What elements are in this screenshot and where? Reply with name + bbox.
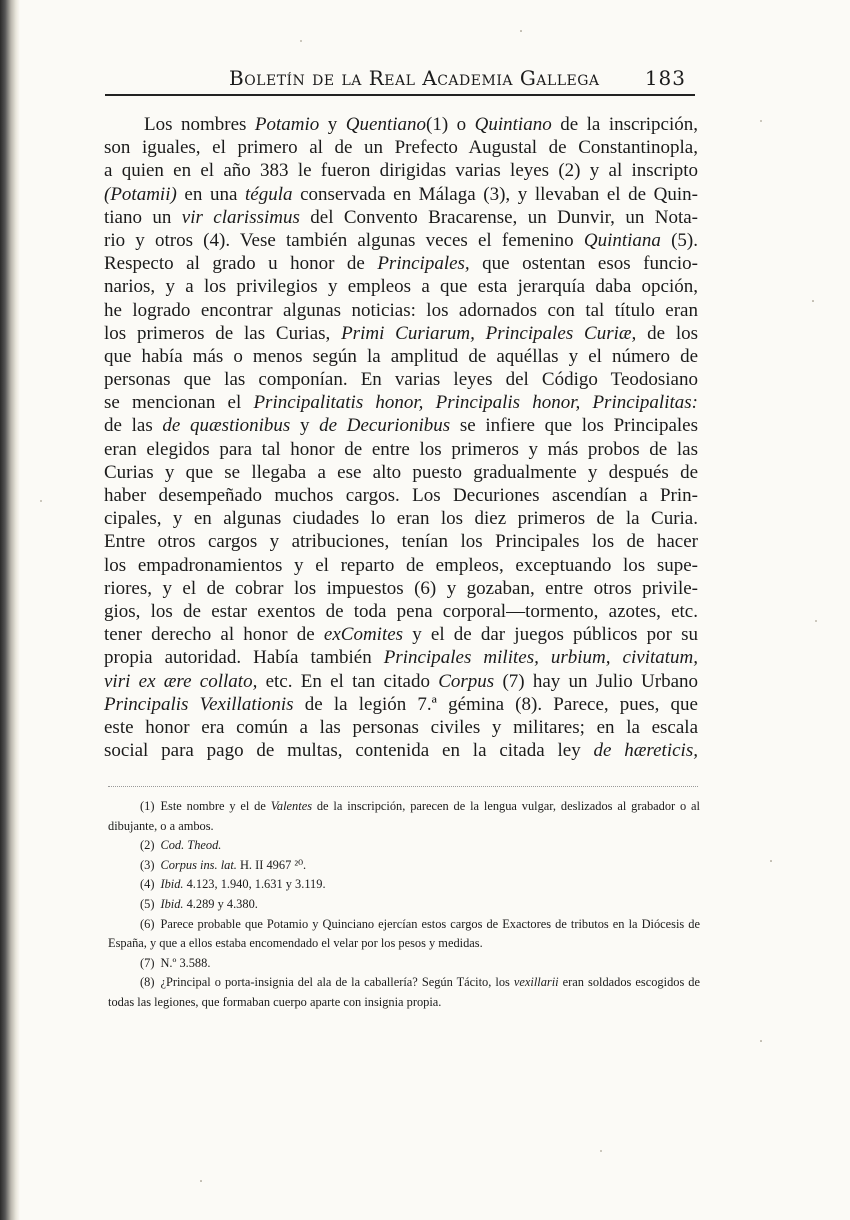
italic-term: Cod. Theod. [160,838,222,853]
italic-term: Principalis Vexillationis [104,693,294,715]
header-rule [105,94,695,96]
italic-term: Valentes [270,799,313,813]
scan-speck [300,40,302,42]
text-line: tener derecho al honor de exComites y el de dar juegos públicos por su [104,624,698,646]
scan-speck [40,500,42,502]
text-line: los primeros de las Curias, Primi Curiarum, Principales Curiæ, de los [104,322,699,344]
scan-speck [815,620,817,622]
scan-speck [520,30,522,32]
footnote: (3) Corpus ins. lat. H. II 4967 ²⁰. [108,856,700,876]
text-line: personas que las componían. En varias leyes del Código Teodosiano [104,369,698,391]
scan-speck [200,1180,202,1182]
text-line: Principalis Vexillationis de la legión 7.ª gémina (8). Parece, pues, que [104,693,698,715]
page-number: 183 [644,66,686,90]
journal-title: Boletín de la Real Academia Gallega [229,66,600,90]
italic-term: Quentiano [345,114,427,135]
italic-term: tégula [245,183,293,205]
italic-term: de quæstionibus [162,415,291,437]
running-header [105,66,698,92]
text-line: eran elegidos para tal honor de entre los primeros y más probos de las [104,438,698,460]
text-line: se mencionan el Principalitatis honor, Principalis honor, Principalitas: [104,392,698,414]
footnote: (1) Este nombre y el de Valentes de la inscripción, parecen de la lengua vulgar, deslizados al grabador o al dibujante, o a ambos. [108,799,700,833]
text-line: haber desempeñado muchos cargos. Los Decuriones ascendían a Prin- [104,485,698,506]
scan-speck [770,860,772,862]
footnote-number: (7) [140,955,155,970]
footnote-number: (1) [140,799,155,813]
footnote: (8) ¿Principal o porta-insignia del ala de la caballería? Según Tácito, los vexillarii eran soldados escogidos de todas las legiones, que formaban cuerpo aparte con insignia propia. [108,975,701,1009]
footnote-number: (6) [140,916,155,931]
italic-term: Principalitatis honor, Principalis honor, Principalitas: [253,392,698,414]
text-line: los empadronamientos y el reparto de empleos, exceptuando los supe- [104,554,698,576]
scan-speck [760,120,762,122]
text-line: de las de quæstionibus y de Decurionibus se infiere que los Principales [104,415,699,437]
footnote-number: (4) [140,877,155,892]
italic-term: viri ex ære collato, [104,670,258,692]
text-line: he logrado encontrar algunas noticias: los adornados con tal título eran [104,299,698,321]
italic-term: Ibid. [160,896,184,911]
italic-term: vexillarii [513,975,559,990]
text-line: Entre otros cargos y atribuciones, tenían los Principales los de hacer [104,531,698,553]
italic-term: de hæreticis, [593,740,698,762]
footnote-number: (8) [140,975,155,990]
footnote-number: (5) [140,896,155,911]
italic-term: Ibid. [160,877,184,892]
italic-term: Corpus ins. lat. [160,857,237,872]
footnote-number: (2) [140,838,155,853]
text-line: a quien en el año 383 le fueron dirigidas varias leyes (2) y al inscripto [104,160,698,182]
italic-term: (Potamii) [104,183,177,205]
text-line: Los nombres Potamio y Quentiano(1) o Quintiano de la inscripción, [144,114,699,135]
italic-term: Quintiano [474,114,552,135]
italic-term: Principales milites, urbium, civitatum, [383,647,699,669]
text-line: gios, los de estar exentos de toda pena corporal—tormento, azotes, etc. [104,600,698,622]
text-line: (Potamii) en una tégula conservada en Málaga (3), y llevaban el de Quin- [104,183,698,205]
text-line: Respecto al grado u honor de Principales, que ostentan esos funcio- [104,253,698,275]
text-line: rio y otros (4). Vese también algunas veces el femenino Quintiana (5). [104,229,698,251]
italic-term: exComites [323,624,404,646]
body-text [104,113,698,762]
scan-speck [600,1150,602,1152]
footnote-separator [108,786,698,787]
text-line: viri ex ære collato, etc. En el tan citado Corpus (7) hay un Julio Urbano [104,670,698,692]
italic-term: de Decurionibus [319,415,451,437]
text-line: tiano un vir clarissimus del Convento Bracarense, un Dunvir, un Nota- [104,206,698,228]
text-line: que había más o menos según la amplitud de aquéllas y el número de [104,345,698,367]
italic-term: Potamio [254,114,320,135]
footnote: (6) Parece probable que Potamio y Quinciano ejercían estos cargos de Exactores de tributos en la Diócesis de España, y que a ellos estaba encomendado el velar por los pesos y medidas. [108,916,700,951]
text-line: Curias y que se llegaba a ese alto puesto gradualmente y después de [104,461,698,483]
scan-binding-edge [0,0,20,1220]
scan-speck [812,300,814,302]
italic-term: Primi Curiarum, Principales Curiæ, [341,322,637,344]
footnote [108,836,700,856]
text-line: son iguales, el primero al de un Prefecto Augustal de Constantinopla, [104,137,698,159]
italic-term: Principales, [377,253,470,275]
footnote-number: (3) [140,857,155,872]
text-line: social para pago de multas, contenida en la citada ley de hæreticis, [104,740,698,762]
italic-term: Corpus [438,670,495,692]
scan-speck [760,1040,762,1042]
footnote: (4) Ibid. 4.123, 1.940, 1.631 y 3.119. [108,875,700,895]
footnote: (5) Ibid. 4.289 y 4.380. [108,895,700,915]
italic-term: Quintiana [583,229,661,251]
italic-term: vir clarissimus [181,206,300,228]
text-line: propia autoridad. Había también Principales milites, urbium, civitatum, [104,647,699,669]
text-line: riores, y el de cobrar los impuestos (6) y gozaban, entre otros privile- [104,577,698,599]
text-line: narios, y a los privilegios y empleos a que esta jerarquía daba opción, [104,276,698,298]
text-line: este honor era común a las personas civiles y militares; en la escala [104,716,698,738]
footnotes [108,797,700,1013]
footnote: (7) N.º 3.588. [108,954,700,974]
text-line: cipales, y en algunas ciudades lo eran los diez primeros de la Curia. [104,508,698,530]
